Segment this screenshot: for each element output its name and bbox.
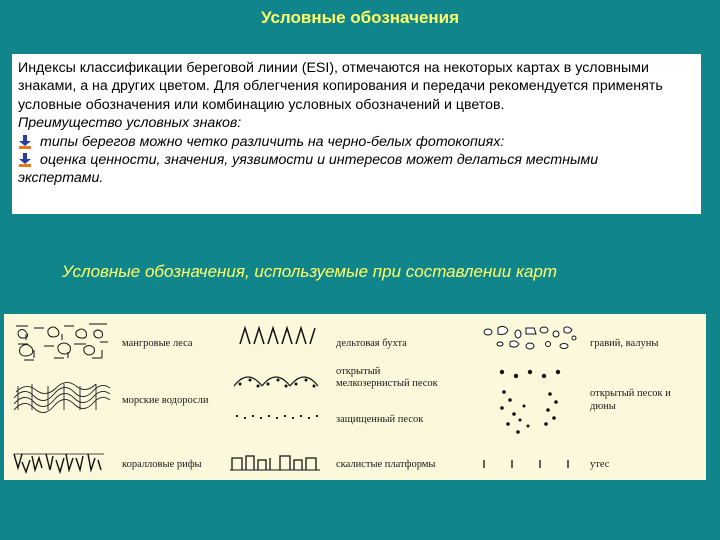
- intro-paragraph: Индексы классификации береговой линии (ESI), отмечаются на некоторых картах в условными знаками, а на других цветом. Для облегчения копирования и передачи рекомендуется применять условные обозначения или комбинацию условных обозначений и цветов.: [18, 60, 663, 113]
- bullet-item-1: [18, 133, 693, 151]
- advantages-heading: Преимущество условных знаков:: [18, 115, 242, 132]
- arrow-bullet-icon: [18, 153, 32, 167]
- label-seaweed: морские водоросли: [122, 395, 209, 406]
- label-sheltered-sand: защищенный песок: [336, 414, 424, 425]
- seaweed-symbol: [14, 382, 110, 412]
- legend-subtitle: Условные обозначения, используемые при составлении карт: [62, 262, 558, 281]
- label-open-sand-dunes-2: дюны: [590, 401, 616, 412]
- label-mangroves: мангровые леса: [122, 338, 193, 349]
- open-sand-symbol: [234, 377, 318, 386]
- rock-platform-symbol: [230, 456, 320, 470]
- label-rock-platforms: скалистые платформы: [336, 459, 436, 470]
- cliff-symbol: [484, 460, 568, 468]
- delta-symbol: [240, 328, 315, 344]
- bullet-text-2: оценка ценности, значения, уязвимости и интересов может делаться местными: [40, 152, 599, 169]
- bullet-item-2: [18, 151, 693, 169]
- coral-symbol: [14, 454, 104, 472]
- sheltered-sand-symbol: [236, 415, 318, 419]
- text-box: [12, 54, 701, 214]
- bullet-continuation: экспертами.: [18, 170, 104, 187]
- label-open-sand-2: мелкозернистый песок: [336, 378, 438, 389]
- label-delta: дельтовая бухта: [336, 338, 407, 349]
- legend-panel: [4, 314, 706, 480]
- bullet-text-1: типы берегов можно четко различить на черно-белых фотокопиях:: [40, 133, 505, 150]
- open-sand-dots: [239, 379, 316, 388]
- arrow-bullet-icon: [18, 135, 32, 149]
- label-coral: коралловые рифы: [122, 459, 202, 470]
- slide-title: Условные обозначения: [260, 8, 460, 27]
- label-cliff: утес: [590, 459, 610, 470]
- mangroves-symbol: [16, 324, 108, 360]
- gravel-symbol: [484, 326, 576, 349]
- label-gravel: гравий, валуны: [590, 338, 659, 349]
- label-open-sand-dunes-1: открытый песок и: [590, 388, 671, 399]
- dunes-symbol: [500, 370, 560, 434]
- label-open-sand-1: открытый: [336, 366, 381, 377]
